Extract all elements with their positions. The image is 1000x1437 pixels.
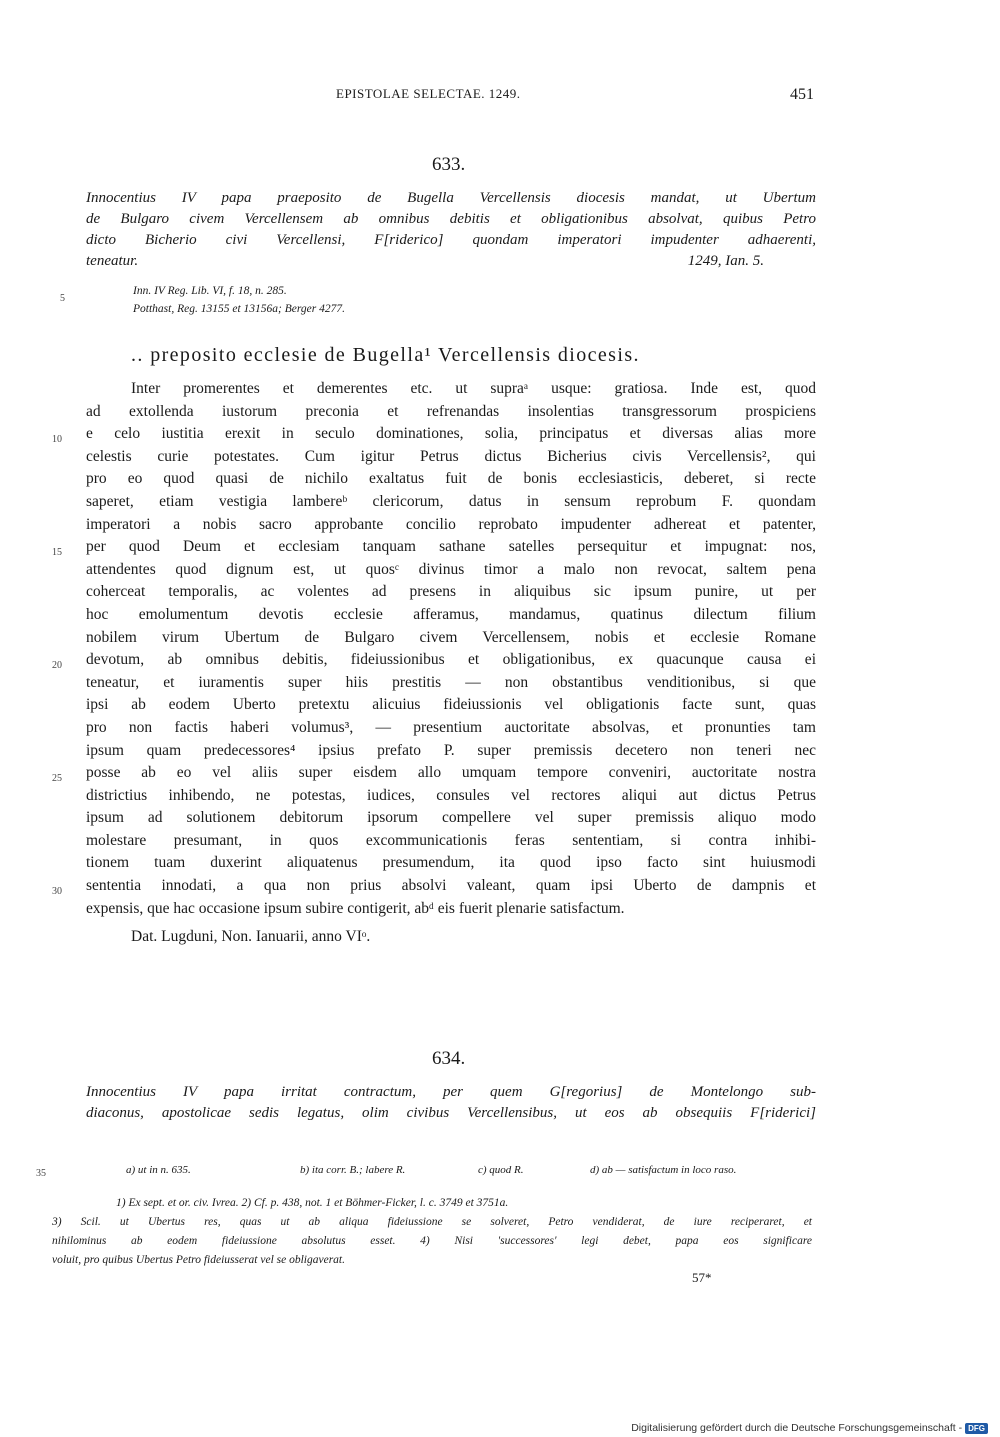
text-line: posse ab eo vel aliis super eisdem allo umquam tempore conveniri, auctoritate nostra [86, 764, 816, 782]
text-line: molestare presumant, in quos excommunicationis feras sententiam, si contra inhibi- [86, 831, 816, 849]
digitization-credit [631, 1422, 988, 1434]
regest-line: diaconus, apostolicae sedis legatus, olim civibus Vercellensibus, ut eos ab obsequiis F[riderici] [86, 1105, 816, 1121]
text-line: saperet, etiam vestigia lambereᵇ clericorum, datus in sensum reprobum F. quondam [86, 492, 816, 510]
text-line: celestis curie potestates. Cum igitur Petrus dictus Bicherius civis Vercellensis², qui [86, 447, 816, 465]
footnote-line: 1) Ex sept. et or. civ. Ivrea. 2) Cf. p. 438, not. 1 et Böhmer-Ficker, l. c. 3749 et 3751a. [116, 1197, 509, 1209]
variant-note: d) ab — satisfactum in loco raso. [590, 1164, 737, 1176]
text-line: per quod Deum et ecclesiam tanquam sathane satelles persequitur et impugnat: nos, [86, 538, 816, 556]
regest-line: de Bulgaro civem Vercellensem ab omnibus debitis et obligationibus absolvat, quibus Petro [86, 211, 816, 227]
line-number: 10 [52, 434, 62, 445]
line-number: 35 [36, 1168, 46, 1179]
text-line: ipsi ab eodem Uberto pretextu alicuius fideiussionis vel obligationis facte sunt, quas [86, 696, 816, 714]
line-number: 20 [52, 660, 62, 671]
doc-634-number: 634. [432, 1048, 466, 1069]
text-line: teneatur, et iuramentis super hiis prestitis — non obstantibus venditionibus, si que [86, 673, 816, 691]
doc-633-number: 633. [432, 154, 466, 175]
text-line: Inter promerentes et demerentes etc. ut supraᵃ usque: gratiosa. Inde est, quod [131, 380, 816, 397]
variant-note: a) ut in n. 635. [126, 1164, 191, 1176]
doc-633-date: 1249, Ian. 5. [687, 253, 764, 269]
text-line: pro eo quod quasi de nichilo exaltatus fuit de bonis ecclesiasticis, deberet, si recte [86, 470, 816, 488]
page-number: 451 [790, 86, 814, 103]
line-number: 15 [52, 547, 62, 558]
regest-line: teneatur. [86, 253, 139, 269]
dating-clause: Dat. Lugduni, Non. Ianuarii, anno VIᵒ. [131, 928, 371, 946]
footnote-line: 3) Scil. ut Ubertus res, quas ut ab aliqua fideiussione se solveret, Petro vendiderat, de iure reciperaret, et [52, 1216, 812, 1228]
source-line: Inn. IV Reg. Lib. VI, f. 18, n. 285. [133, 285, 287, 297]
text-line: hoc emolumentum devotis ecclesie afferamus, mandamus, quatinus dilectum filium [86, 605, 816, 623]
variant-note: c) quod R. [478, 1164, 524, 1176]
line-number: 30 [52, 886, 62, 897]
variant-note: b) ita corr. B.; labere R. [300, 1164, 406, 1176]
doc-633-regest [86, 188, 816, 272]
running-title: EPISTOLAE SELECTAE. 1249. [336, 86, 521, 101]
dfg-logo-icon: DFG [965, 1423, 988, 1434]
text-line: e celo iustitia erexit in seculo dominationes, solia, principatus et diversas alias more [86, 425, 816, 443]
footnotes [52, 1194, 812, 1270]
doc-633-text [86, 378, 816, 949]
regest-line-last [86, 251, 816, 272]
text-line: coherceat temporalis, ac volentes ad presens in aliquibus sic ipsum punire, ut per [86, 583, 816, 601]
text-line: ipsum quam predecessores⁴ ipsius prefato P. super premissis decetero non teneri nec [86, 741, 816, 759]
text-line: pro non factis haberi volumus³, — presentium auctoritate absolvas, et pronunties tam [86, 718, 816, 736]
regest-line: Innocentius IV papa irritat contractum, per quem G[regorius] de Montelongo sub- [86, 1084, 816, 1100]
text-line: sententia innodati, a qua non prius absolvi valeant, quam ipsi Uberto de dampnis et [86, 877, 816, 895]
regest-line: dicto Bicherio civi Vercellensi, F[riderico] quondam imperatori impudenter adhaerenti, [86, 232, 816, 248]
line-number: 25 [52, 773, 62, 784]
text-line: ad extollenda iustorum preconia et refrenandas insolentias transgressorum prospiciens [86, 402, 816, 420]
line-number: 5 [60, 293, 65, 304]
text-line: ipsum ad solutionem debitorum ipsorum compellere vel super premissis aliquo modo [86, 809, 816, 827]
doc-633-address: .. preposito ecclesie de Bugella¹ Vercellensis diocesis. [131, 344, 640, 366]
source-line: Potthast, Reg. 13155 et 13156a; Berger 4277. [133, 303, 345, 315]
credit-text: Digitalisierung gefördert durch die Deutsche Forschungsgemeinschaft - [631, 1422, 963, 1434]
text-line: expensis, que hac occasione ipsum subire contigerit, abᵈ eis fuerit plenarie satisfactum. [86, 899, 625, 917]
footnote-line: nihilominus ab eodem fideiussione absolutus esset. 4) Nisi 'successores' legi debet, papa eos significare [52, 1235, 812, 1247]
doc-634-regest [86, 1082, 816, 1124]
text-line: devotum, ab omnibus debitis, fideiussionibus et obligationibus, ex quacunque causa ei [86, 651, 816, 669]
text-line: imperatori a nobis sacro approbante concilio reprobato impudenter adhereat et patenter, [86, 515, 816, 533]
text-line: attendentes quod dignum est, ut quosᶜ divinus timor a malo non revocat, saltem pena [86, 560, 816, 578]
text-line: tionem tuam duxerint aliquatenus presumendum, ita quod ipso facto sint huiusmodi [86, 854, 816, 872]
regest-line: Innocentius IV papa praeposito de Bugella Vercellensis diocesis mandat, ut Ubertum [86, 190, 816, 206]
signature-mark: 57* [692, 1270, 712, 1285]
footnote-line: voluit, pro quibus Ubertus Petro fideiusserat vel se obligaverat. [52, 1254, 346, 1266]
text-line: districtius inhibendo, ne potestas, iudices, consules vel rectores aliqui aut dictus Petrus [86, 786, 816, 804]
text-line: nobilem virum Ubertum de Bulgaro civem Vercellensem, nobis et ecclesie Romane [86, 628, 816, 646]
